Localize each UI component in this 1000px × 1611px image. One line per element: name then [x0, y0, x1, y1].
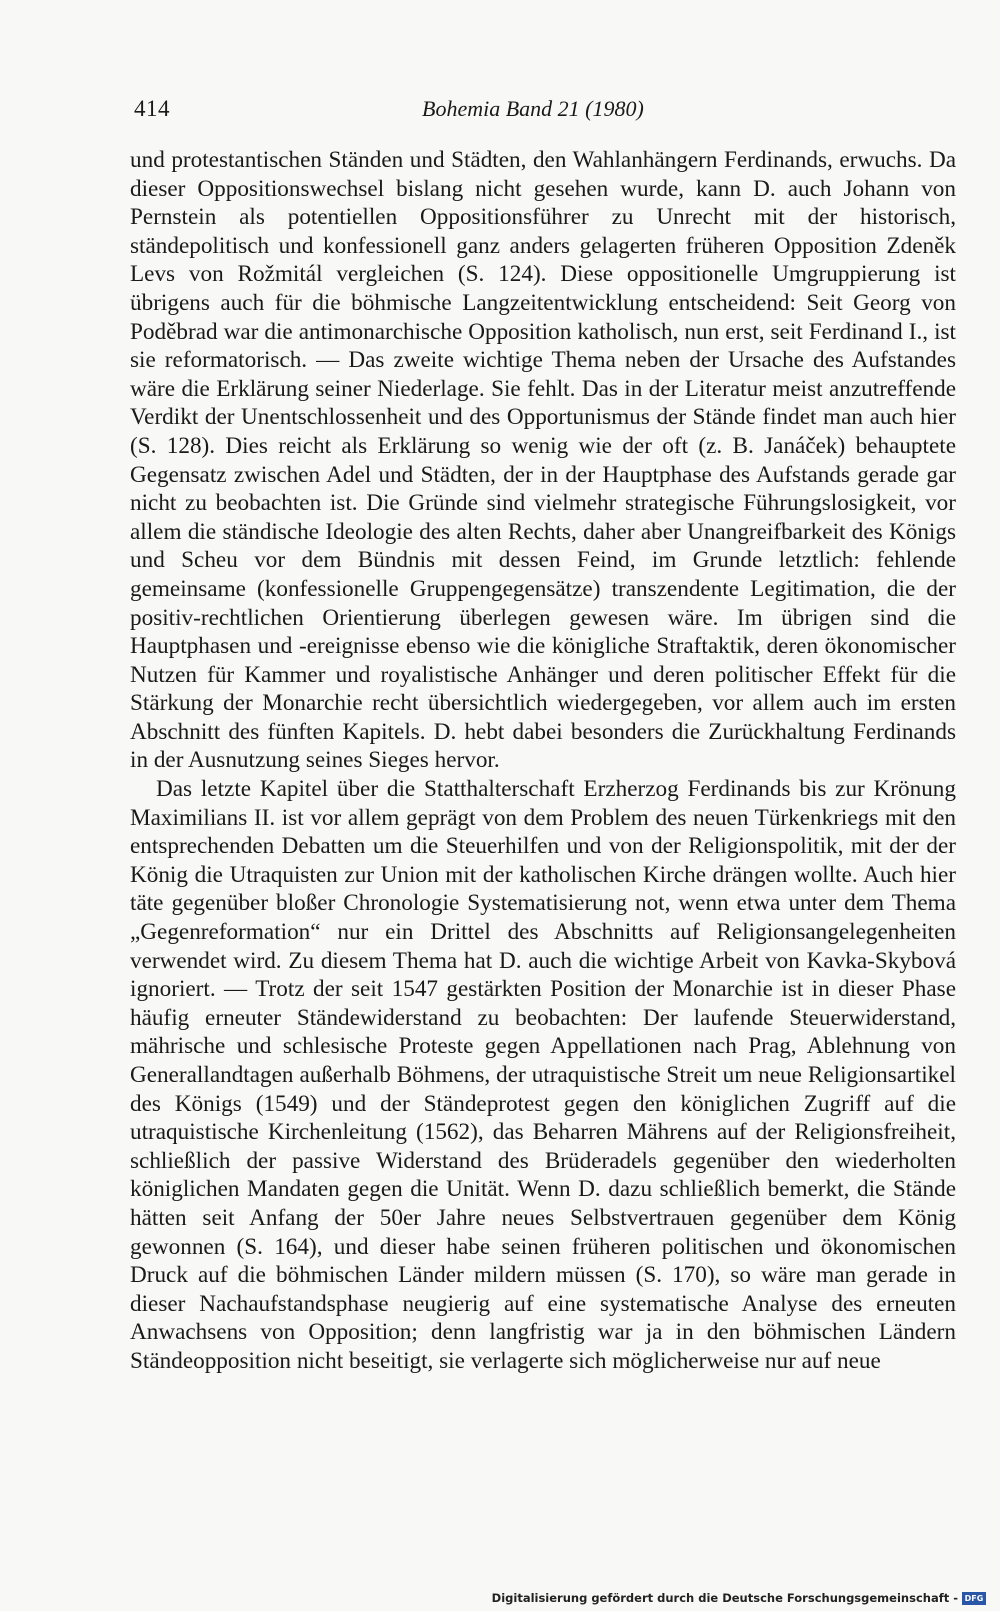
- page-number: 414: [134, 96, 170, 121]
- paragraph: und protestantischen Ständen und Städten, den Wahlanhängern Ferdinands, erwuchs. Da dieser Oppositionswechsel bislang nicht gesehen wurde, kann D. auch Johann von Pernstein als potentiellen Oppositionsführer zu Unrecht mit der historisch, ständepolitisch und konfessionell ganz anders gelagerten früheren Opposition Zdeněk Levs von Rožmitál vergleichen (S. 124). Diese oppositionelle Umgruppierung ist übrigens auch für die böhmische Langzeitentwicklung entscheidend: Seit Georg von Poděbrad war die antimonarchische Opposition katholisch, nun erst, seit Ferdinand I., ist sie reformatorisch. — Das zweite wichtige Thema neben der Ursache des Aufstandes wäre die Erklärung seiner Niederlage. Sie fehlt. Das in der Literatur meist anzutreffende Verdikt der Unentschlossenheit und des Opportunismus der Stände findet man auch hier (S. 128). Dies reicht als Erklärung so wenig wie der oft (z. B. Janáček) behauptete Gegensatz zwischen Adel und Städten, der in der Hauptphase des Aufstands gerade gar nicht zu beobachten ist. Die Gründe sind vielmehr strategische Führungslosigkeit, vor allem die ständische Ideologie des alten Rechts, daher aber Unangreifbarkeit des Königs und Scheu vor dem Bündnis mit dessen Feind, im Grunde letztlich: fehlende gemeinsame (konfessionelle Gruppengegensätze) transzendente Legitimation, die der positiv-rechtlichen Orientierung überlegen gewesen wäre. Im übrigen sind die Hauptphasen und -ereignisse ebenso wie die königliche Straftaktik, deren ökonomischer Nutzen für Kammer und royalistische Anhänger und deren politischer Effekt für die Stärkung der Monarchie recht übersichtlich wiedergegeben, vor allem auch im ersten Abschnitt des fünften Kapitels. D. hebt dabei besonders die Zurückhaltung Ferdinands in der Ausnutzung seines Sieges hervor.: [130, 147, 956, 774]
- digitization-footer: [492, 1591, 986, 1605]
- paragraph: Das letzte Kapitel über die Statthalterschaft Erzherzog Ferdinands bis zur Krönung Maximilians II. ist vor allem geprägt von dem Problem des neuen Türkenkriegs mit den entsprechenden Debatten um die Steuerhilfen und von der Religionspolitik, mit der der König die Utraquisten zur Union mit der katholischen Kirche drängen wollte. Auch hier täte gegenüber bloßer Chronologie Systematisierung not, wenn etwa unter dem Thema „Gegenreformation“ nur ein Drittel des Abschnitts auf Religionsangelegenheiten verwendet wird. Zu diesem Thema hat D. auch die wichtige Arbeit von Kavka-Skybová ignoriert. — Trotz der seit 1547 gestärkten Position der Monarchie ist in dieser Phase häufig erneuter Ständewiderstand zu beobachten: Der laufende Steuerwiderstand, mährische und schlesische Proteste gegen Appellationen nach Prag, Ablehnung von Generallandtagen außerhalb Böhmens, der utraquistische Streit um neue Religionsartikel des Königs (1549) und der Ständeprotest gegen den königlichen Zugriff auf die utraquistische Kirchenleitung (1562), das Beharren Mährens auf der Religionsfreiheit, schließlich der passive Widerstand des Brüderadels gegenüber den wiederholten königlichen Mandaten gegen die Unität. Wenn D. dazu schließlich bemerkt, die Stände hätten seit Anfang der 50er Jahre neues Selbstvertrauen gegenüber dem König gewonnen (S. 164), und dieser habe seinen früheren politischen und ökonomischen Druck auf die böhmischen Länder mildern müssen (S. 170), so wäre man gerade in dieser Nachaufstandsphase neugierig auf eine systematische Analyse des erneuten Anwachsens von Opposition; denn langfristig war ja in den böhmischen Ländern Ständeopposition nicht beseitigt, sie verlagerte sich möglicherweise nur auf neue: [130, 776, 956, 1374]
- body-text: [130, 146, 956, 1376]
- dfg-logo-icon: DFG: [962, 1592, 986, 1605]
- footer-text: Digitalisierung gefördert durch die Deutsche Forschungsgemeinschaft -: [491, 1591, 958, 1605]
- page-header: [134, 92, 954, 132]
- running-title: Bohemia Band 21 (1980): [422, 96, 644, 121]
